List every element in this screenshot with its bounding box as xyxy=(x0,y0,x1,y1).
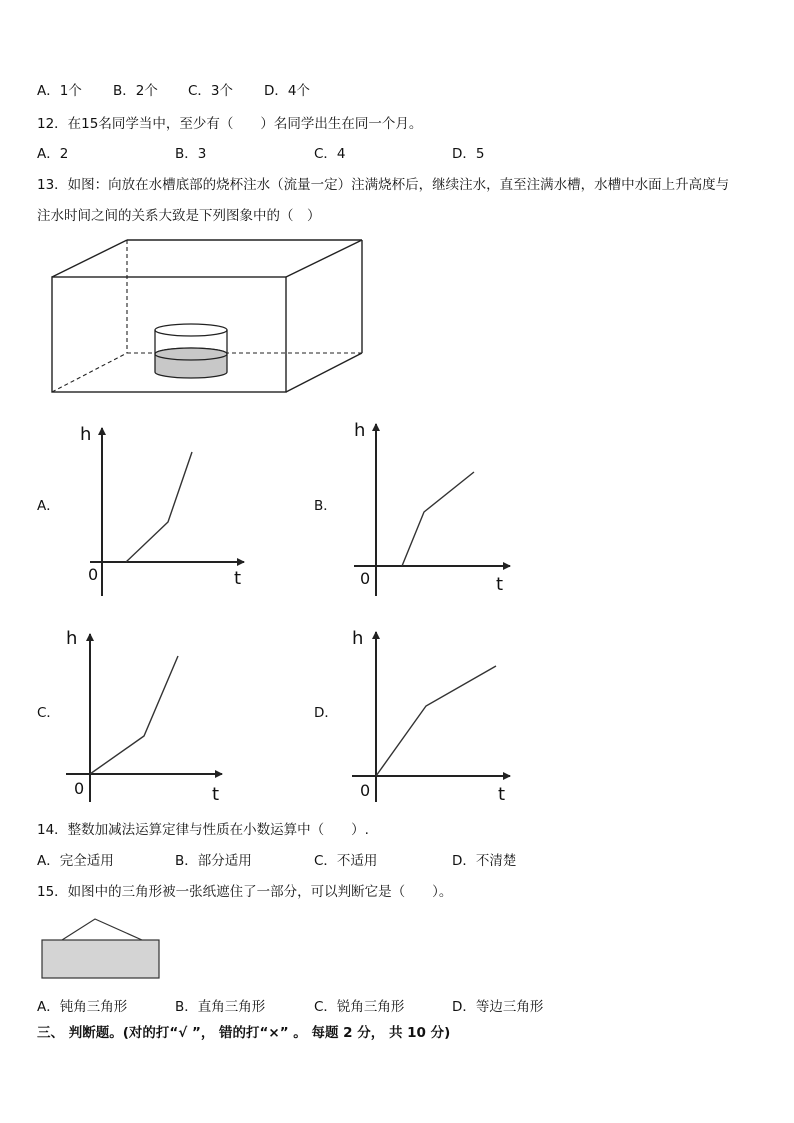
graph-a-label[interactable]: A． xyxy=(37,498,60,514)
q11-option-c[interactable]: C．3个 xyxy=(188,83,234,99)
q15-option-d[interactable]: D．等边三角形 xyxy=(452,999,544,1015)
q12-option-a[interactable]: A．2 xyxy=(37,146,69,162)
section-3-heading xyxy=(0,1023,794,1043)
graph-c-label[interactable]: C． xyxy=(37,705,60,721)
q13-stem-line2: 注水时间之间的关系大致是下列图象中的（ ） xyxy=(37,208,321,224)
q14-option-a[interactable]: A．完全适用 xyxy=(37,853,114,869)
q11-option-d[interactable]: D．4个 xyxy=(264,83,310,99)
q11-option-a[interactable]: A．1个 xyxy=(37,83,82,99)
graph-b-label[interactable]: B． xyxy=(314,498,337,514)
graph-b-origin: 0 xyxy=(360,569,371,588)
q15-option-a[interactable]: A．钝角三角形 xyxy=(37,999,128,1015)
graph-a-origin: 0 xyxy=(88,565,99,584)
graph-b-x-label: t xyxy=(496,574,504,595)
q14-option-d[interactable]: D．不清楚 xyxy=(452,853,517,869)
q14-stem: 14．整数加减法运算定律与性质在小数运算中（ ）. xyxy=(37,822,369,838)
q12-option-c[interactable]: C．4 xyxy=(314,146,346,162)
graph-c-y-label: h xyxy=(66,628,78,649)
q15-option-b[interactable]: B．直角三角形 xyxy=(175,999,266,1015)
paper-cover xyxy=(42,940,159,978)
q15-stem: 15．如图中的三角形被一张纸遮住了一部分，可以判断它是（ ）。 xyxy=(37,884,453,900)
graph-d-y-label: h xyxy=(352,628,364,649)
q11-option-b[interactable]: B．2个 xyxy=(113,83,158,99)
q12-option-b[interactable]: B．3 xyxy=(175,146,207,162)
q15-option-c[interactable]: C．锐角三角形 xyxy=(314,999,405,1015)
graph-c-origin: 0 xyxy=(74,779,85,798)
graph-d-label[interactable]: D． xyxy=(314,705,338,721)
graph-a-x-label: t xyxy=(234,568,242,589)
q15-options xyxy=(0,997,794,1017)
q14-option-c[interactable]: C．不适用 xyxy=(314,853,378,869)
q12-stem: 12．在15名同学当中，至少有（ ）名同学出生在同一个月。 xyxy=(37,116,423,132)
graph-c-x-label: t xyxy=(212,784,220,805)
graph-a-y-label: h xyxy=(80,424,92,445)
q14-option-b[interactable]: B．部分适用 xyxy=(175,853,252,869)
q12-option-d[interactable]: D．5 xyxy=(452,146,485,162)
section-3-title: 三、 判断题。(对的打“√ ”， 错的打“×” 。 每题 2 分， 共 10 分) xyxy=(37,1025,451,1041)
graph-d-x-label: t xyxy=(498,784,506,805)
graph-d-origin: 0 xyxy=(360,781,371,800)
graph-b-y-label: h xyxy=(354,420,366,441)
q13-stem-line1: 13．如图：向放在水槽底部的烧杯注水（流量一定）注满烧杯后，继续注水，直至注满水槽，水槽中水面上升高度与 xyxy=(37,177,730,193)
triangle-visible-edges xyxy=(62,919,142,940)
